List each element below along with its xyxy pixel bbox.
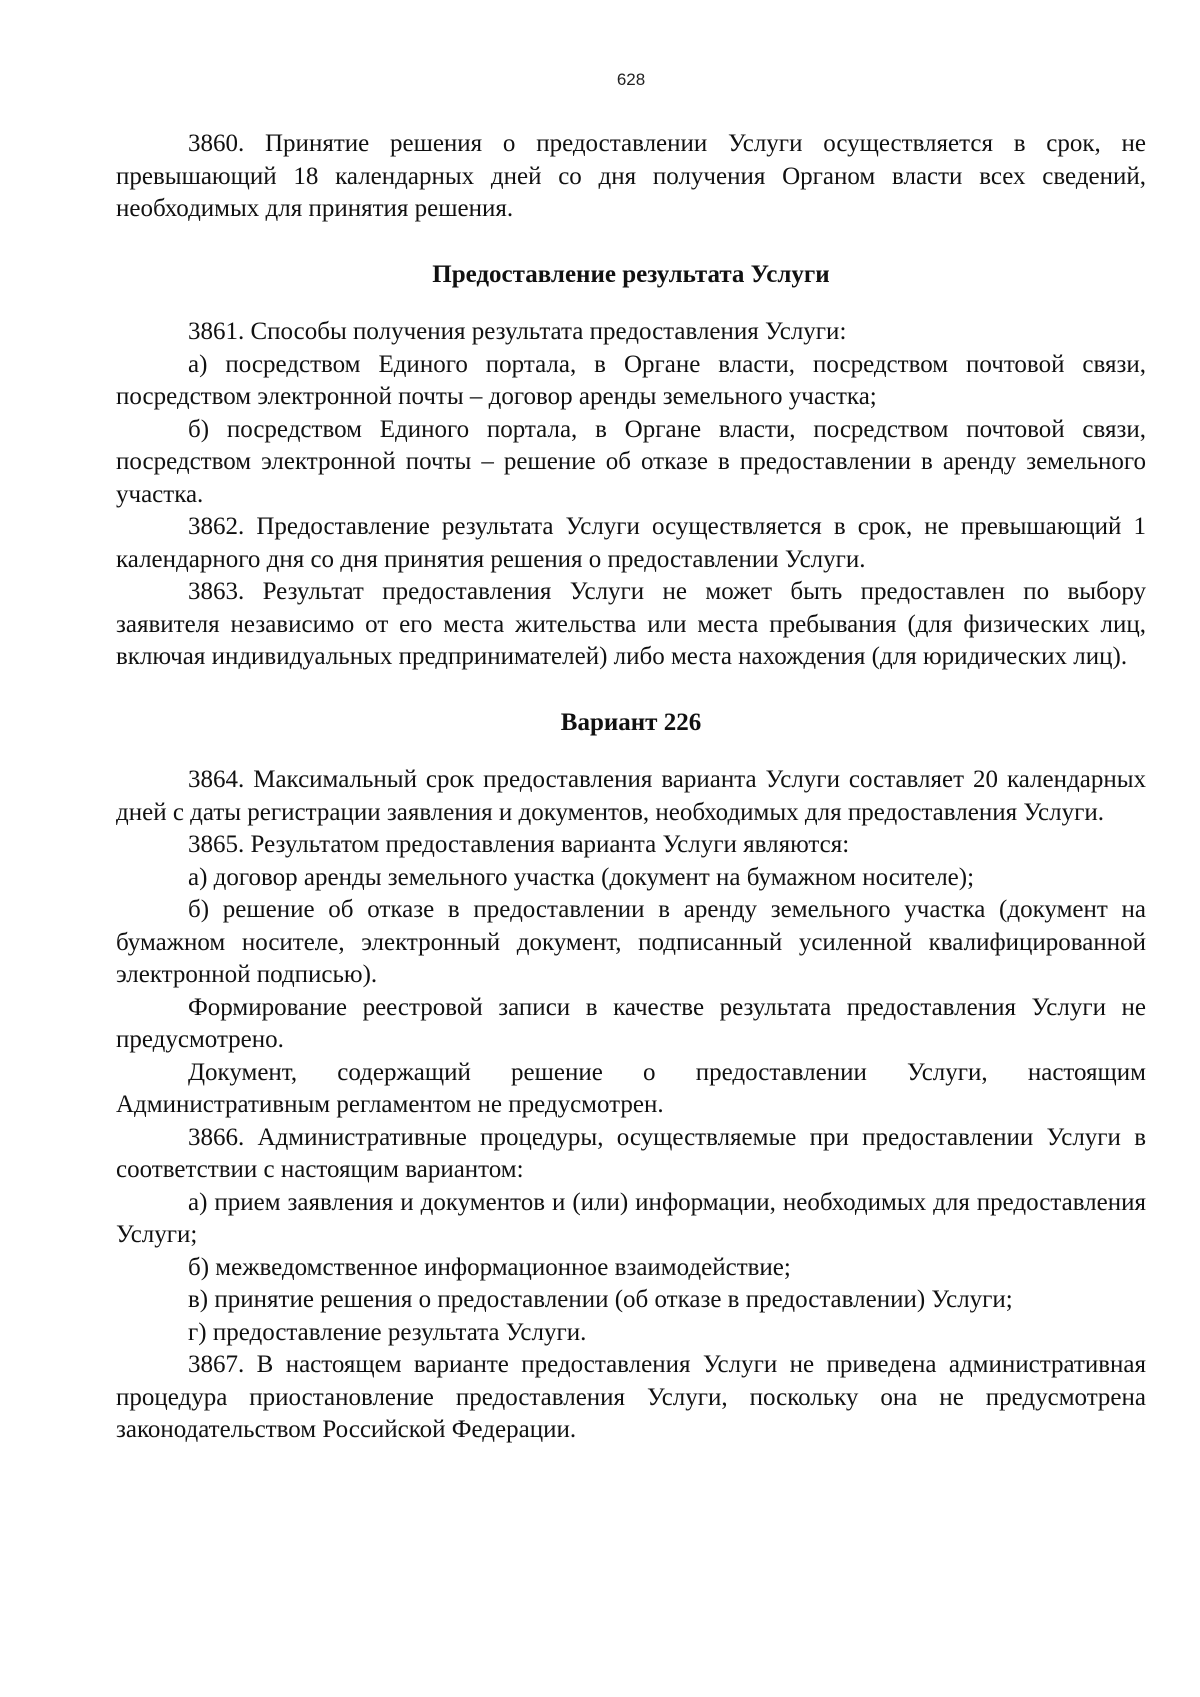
paragraph-3865: 3865. Результатом предоставления варианта Услуги являются: [188, 831, 850, 858]
section-heading-variant: Вариант 226 [560, 708, 702, 736]
paragraph-3866-v: в) принятие решения о предоставлении (об отказе в предоставлении) Услуги; [188, 1286, 1013, 1313]
section-variant [116, 764, 1146, 1447]
paragraph-3867: 3867. В настоящем варианте предоставления Услуги не приведена административная процедура приостановление предоставления Услуги, поскольку она не предусмотрена законодательством Российской Федерации. [116, 1351, 1146, 1443]
page-content [116, 128, 1146, 1447]
paragraph-3866-a: а) прием заявления и документов и (или) информации, необходимых для предоставления Услуги; [116, 1188, 1146, 1248]
paragraph-3861: 3861. Способы получения результата предоставления Услуги: [188, 318, 847, 345]
paragraph-3862: 3862. Предоставление результата Услуги осуществляется в срок, не превышающий 1 календарного дня со дня принятия решения о предоставлении Услуги. [116, 513, 1146, 573]
paragraph-3861-a: а) посредством Единого портала, в Органе власти, посредством почтовой связи, посредством электронной почты – договор аренды земельного участка; [116, 350, 1146, 410]
section-intro [116, 128, 1146, 226]
section-result [116, 316, 1146, 674]
paragraph-3865-b: б) решение об отказе в предоставлении в аренду земельного участка (документ на бумажном носителе, электронный документ, подписанный усиленной квалифицированной электронной подписью). [116, 896, 1146, 988]
paragraph-document-note: Документ, содержащий решение о предоставлении Услуги, настоящим Административным регламентом не предусмотрен. [116, 1058, 1146, 1118]
paragraph-3866: 3866. Административные процедуры, осуществляемые при предоставлении Услуги в соответствии с настоящим вариантом: [116, 1123, 1146, 1183]
page-number: 628 [616, 70, 646, 89]
section-heading-result: Предоставление результата Услуги [432, 260, 830, 288]
paragraph-3861-b: б) посредством Единого портала, в Органе власти, посредством почтовой связи, посредством электронной почты – решение об отказе в предоставлении в аренду земельного участка. [116, 415, 1146, 508]
paragraph-3863: 3863. Результат предоставления Услуги не может быть предоставлен по выбору заявителя независимо от его места жительства или места пребывания (для физических лиц, включая индивидуальных предпринимателей) либо места нахождения (для юридических лиц). [116, 578, 1146, 670]
paragraph-3860: 3860. Принятие решения о предоставлении Услуги осуществляется в срок, не превышающий 18 календарных дней со дня получения Органом власти всех сведений, необходимых для принятия решения. [116, 130, 1146, 222]
paragraph-3865-a: а) договор аренды земельного участка (документ на бумажном носителе); [188, 863, 975, 891]
paragraph-3866-g: г) предоставление результата Услуги. [188, 1318, 587, 1346]
paragraph-3864: 3864. Максимальный срок предоставления варианта Услуги составляет 20 календарных дней с даты регистрации заявления и документов, необходимых для предоставления Услуги. [116, 766, 1146, 826]
paragraph-3866-b: б) межведомственное информационное взаимодействие; [188, 1253, 791, 1281]
paragraph-registry-note: Формирование реестровой записи в качестве результата предоставления Услуги не предусмотрено. [116, 993, 1146, 1053]
